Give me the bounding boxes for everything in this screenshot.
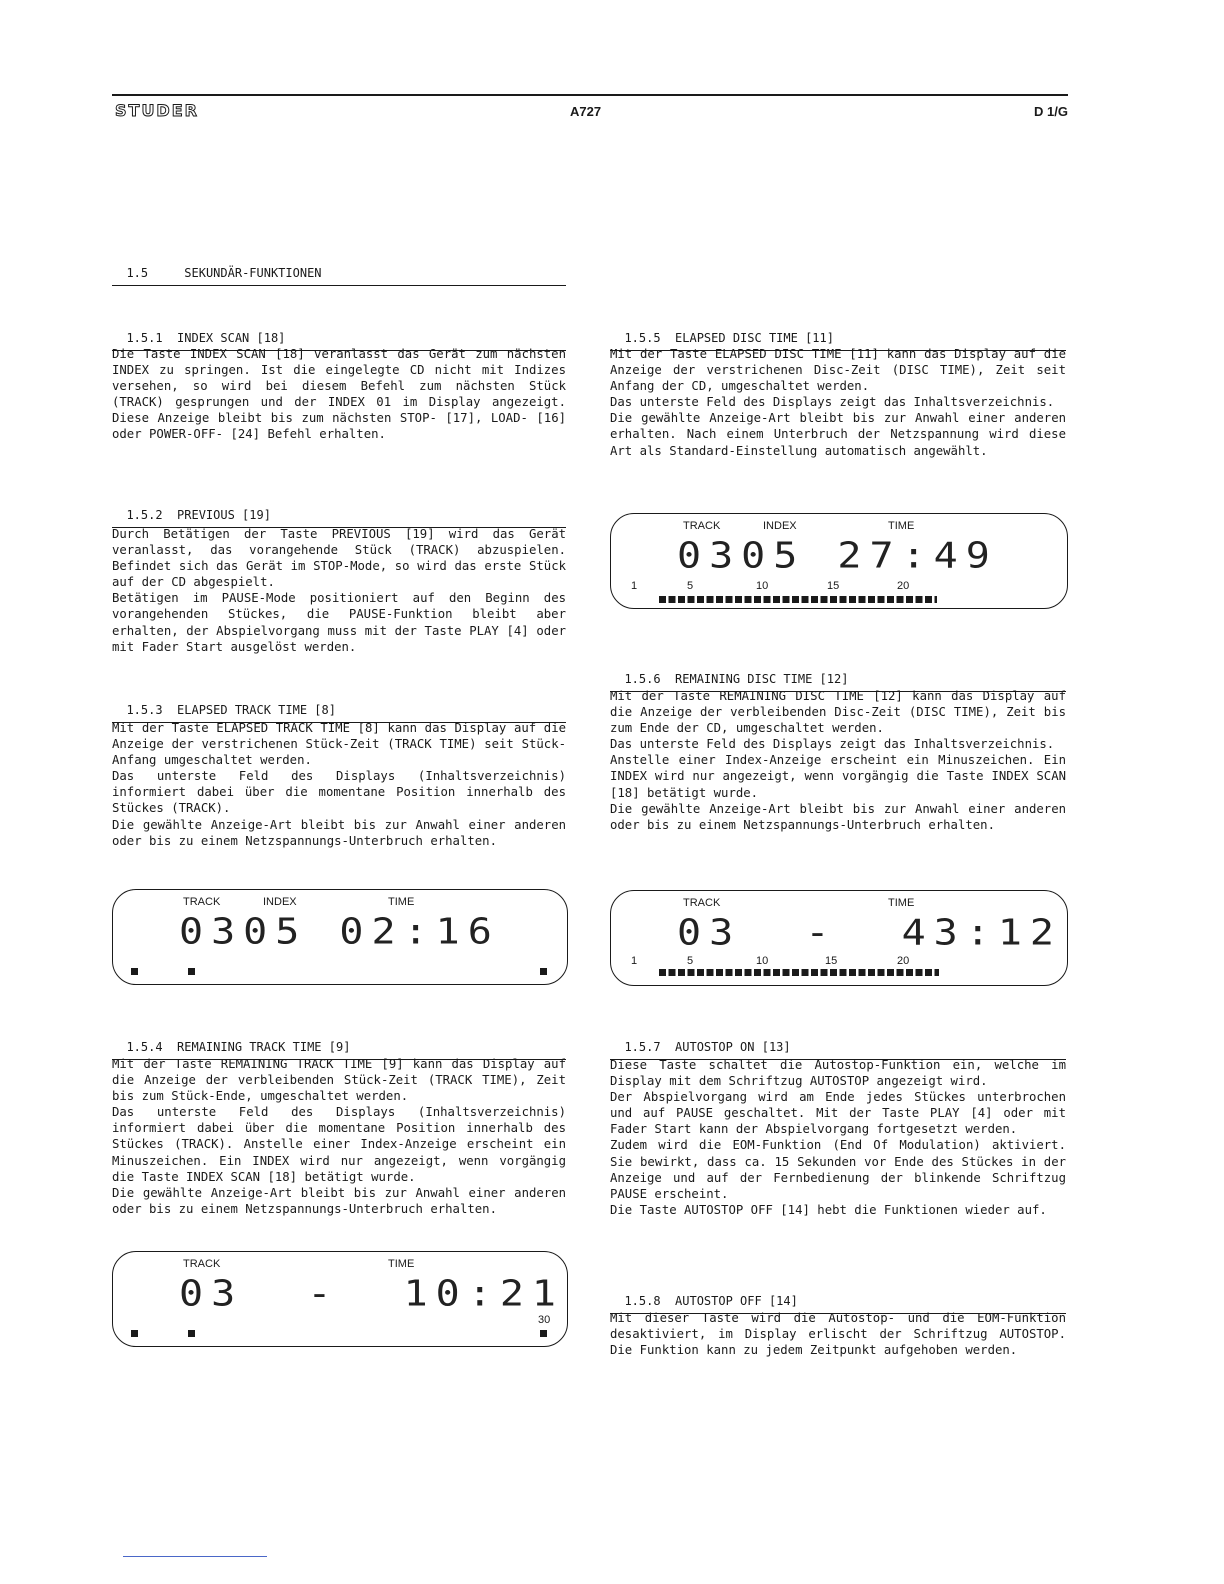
paragraph: Das unterste Feld des Displays zeigt das Inhaltsverzeichnis. [610, 395, 1055, 410]
paragraph: Das unterste Feld des Displays (Inhaltsverzeichnis) informiert dabei über die momentane Position innerhalb des Stückes (TRACK). Anstelle einer Index-Anzeige erscheint ein Minuszeichen. Ein INDEX wird nur angezeigt, wenn vorgängig die Taste INDEX SCAN [18] betätigt wurde. [112, 1105, 566, 1184]
paragraph: Mit der Taste REMAINING DISC TIME [12] kann das Display auf die Anzeige der verbleibenden Disc-Zeit (DISC TIME), Zeit bis zum Ende der CD, umgeschaltet werden. [610, 689, 1066, 736]
track-label: TRACK [183, 896, 221, 908]
chapter-name: SEKUNDÄR-FUNKTIONEN [184, 266, 322, 280]
table-of-contents-bar [659, 596, 937, 603]
section-title-1-5-2 [112, 491, 566, 528]
section-number: 1.5.5 [624, 331, 661, 345]
section-number: 1.5.2 [126, 508, 163, 522]
paragraph: Anstelle einer Index-Anzeige erscheint ein Minuszeichen. Ein INDEX wird nur angezeigt, wenn vorgängig die Taste INDEX SCAN [18] betätigt wurde. [610, 753, 1066, 800]
paragraph: Mit der Taste ELAPSED DISC TIME [11] kann das Display auf die Anzeige der verstrichenen Disc-Zeit (DISC TIME), Zeit seit Anfang der CD, umgeschaltet werden. [610, 347, 1066, 394]
section-number: 1.5.1 [126, 331, 163, 345]
section-title-1-5-7 [610, 1023, 1066, 1060]
scale-label: 20 [897, 955, 910, 967]
table-of-contents-bar [659, 969, 939, 976]
section-body-1-5-4 [112, 1056, 566, 1217]
model-label: A727 [570, 104, 602, 119]
section-body-1-5-8 [610, 1310, 1066, 1358]
section-title-1-5-4 [112, 1023, 566, 1060]
scale-label: 10 [756, 580, 769, 592]
paragraph: Diese Taste schaltet die Autostop-Funktion ein, welche im Display mit dem Schriftzug AUTOSTOP angezeigt wird. [610, 1058, 1066, 1089]
header-rule [112, 94, 1068, 96]
time-label: TIME [888, 520, 915, 532]
paragraph: Die Taste AUTOSTOP OFF [14] hebt die Funktionen wieder auf. [610, 1202, 1047, 1217]
section-title-1-5-6 [610, 655, 1066, 692]
section-title-1-5-8 [610, 1277, 1066, 1314]
index-label: INDEX [763, 520, 797, 532]
section-number: 1.5.3 [126, 703, 163, 717]
scale-label-30: 30 [538, 1314, 551, 1326]
scale-label: 15 [827, 580, 840, 592]
section-name: AUTOSTOP OFF [14] [675, 1294, 798, 1308]
paragraph: Mit der Taste REMAINING TRACK TIME [9] kann das Display auf die Anzeige der verbleibenden Stück-Zeit (TRACK TIME), Zeit bis zum Stück-Ende, umgeschaltet werden. [112, 1057, 566, 1104]
section-number: 1.5.7 [624, 1040, 661, 1054]
paragraph: Mit dieser Taste wird die Autostop- und die EOM-Funktion desaktiviert, im Display erlischt der Schriftzug AUTOSTOP. Die Funktion kann zu jedem Zeitpunkt aufgehoben werden. [610, 1311, 1066, 1358]
section-name: AUTOSTOP ON [13] [675, 1040, 791, 1054]
segment-indicator [188, 1330, 195, 1337]
studer-logo: STUDER [115, 101, 199, 120]
paragraph: Der Abspielvorgang wird am Ende jedes Stückes unterbrochen und auf PAUSE geschaltet. Mit der Taste PLAY [4] oder mit Fader Start kann der Abspielvorgang fortgesetzt werden. [610, 1090, 1066, 1137]
segment-indicator [540, 1330, 547, 1337]
section-body-1-5-2 [112, 526, 566, 655]
section-number: 1.5.4 [126, 1040, 163, 1054]
track-label: TRACK [683, 520, 721, 532]
segment-indicator [131, 968, 138, 975]
section-name: INDEX SCAN [18] [177, 331, 286, 345]
lcd-digits: 03 - 10:21 [179, 1273, 564, 1315]
paragraph: Die Taste INDEX SCAN [18] veranlasst das Gerät zum nächsten INDEX zu springen. Ist die eingelegte CD nicht mit Indizes versehen, so wird bei diesem Befehl zum nächsten Stück (TRACK) gesprungen und der INDEX 01 im Display angezeigt. Diese Anzeige bleibt bis zum nächsten STOP- [17], LOAD- [16] oder POWER-OFF- [24] Befehl erhalten. [112, 347, 566, 442]
section-body-1-5-5 [610, 346, 1066, 459]
scale-label: 10 [756, 955, 769, 967]
lcd-display-remaining-track [112, 1251, 568, 1347]
section-name: REMAINING TRACK TIME [9] [177, 1040, 351, 1054]
track-label: TRACK [683, 897, 721, 909]
paragraph: Die gewählte Anzeige-Art bleibt bis zur Anwahl einer anderen oder bis zu einem Netzspannungs-Unterbruch erhalten. [112, 817, 566, 848]
index-label: INDEX [263, 896, 297, 908]
paragraph: Die gewählte Anzeige-Art bleibt bis zur Anwahl einer anderen oder bis zu einem Netzspannungs-Unterbruch erhalten. [610, 801, 1066, 832]
section-title-1-5-3 [112, 686, 566, 723]
segment-indicator [188, 968, 195, 975]
section-name: REMAINING DISC TIME [12] [675, 672, 849, 686]
track-label: TRACK [183, 1258, 221, 1270]
section-number: 1.5.6 [624, 672, 661, 686]
section-body-1-5-3 [112, 720, 566, 849]
section-name: ELAPSED DISC TIME [11] [675, 331, 834, 345]
scale-label: 15 [825, 955, 838, 967]
scale-label: 1 [631, 955, 638, 967]
lcd-display-elapsed-track [112, 889, 568, 985]
lcd-digits: 0305 27:49 [677, 535, 998, 577]
page-number: D 1/G [1034, 104, 1068, 119]
lcd-digits: 03 - 43:12 [677, 912, 1062, 954]
section-name: PREVIOUS [19] [177, 508, 271, 522]
paragraph: Durch Betätigen der Taste PREVIOUS [19] wird das Gerät veranlasst, das vorangehende Stück (TRACK) abzuspielen. Befindet sich das Gerät im STOP-Mode, so wird das erste Stück auf der CD abgespielt. [112, 527, 566, 590]
time-label: TIME [388, 1258, 415, 1270]
paragraph: Betätigen im PAUSE-Mode positioniert auf den Beginn des vorangehenden Stückes, die PAUSE-Funktion bleibt aber erhalten, der Abspielvorgang muss mit der Taste PLAY [4] oder mit Fader Start ausgelöst werden. [112, 591, 566, 654]
scale-label: 5 [687, 580, 694, 592]
paragraph: Zudem wird die EOM-Funktion (End Of Modulation) aktiviert. Sie bewirkt, dass ca. 15 Sekunden vor Ende des Stückes in der Anzeige und auf der Fernbedienung der blinkende Schriftzug PAUSE erscheint. [610, 1138, 1066, 1201]
paragraph: Die gewählte Anzeige-Art bleibt bis zur Anwahl einer anderen erhalten. Nach einem Unterbruch der Netzspannung wird diese Art als Standard-Einstellung automatisch angewählt. [610, 411, 1066, 458]
paragraph: Mit der Taste ELAPSED TRACK TIME [8] kann das Display auf die Anzeige der verstrichenen Stück-Zeit (TRACK TIME) seit Stück-Anfang umgeschaltet werden. [112, 721, 566, 768]
time-label: TIME [888, 897, 915, 909]
chapter-title [112, 249, 566, 286]
paragraph: Das unterste Feld des Displays (Inhaltsverzeichnis) informiert dabei über die momentane Position innerhalb des Stückes (TRACK). [112, 769, 566, 816]
section-name: ELAPSED TRACK TIME [8] [177, 703, 336, 717]
paragraph: Die gewählte Anzeige-Art bleibt bis zur Anwahl einer anderen oder bis zu einem Netzspannungs-Unterbruch erhalten. [112, 1185, 566, 1216]
segment-indicator [131, 1330, 138, 1337]
scale-label: 1 [631, 580, 638, 592]
scale-label: 20 [897, 580, 910, 592]
lcd-display-remaining-disc [610, 890, 1068, 986]
lcd-display-elapsed-disc [610, 513, 1068, 609]
segment-indicator [540, 968, 547, 975]
chapter-number: 1.5 [126, 266, 149, 280]
lcd-digits: 0305 02:16 [179, 911, 500, 953]
time-label: TIME [388, 896, 415, 908]
section-body-1-5-1 [112, 346, 566, 443]
paragraph: Das unterste Feld des Displays zeigt das Inhaltsverzeichnis. [610, 737, 1055, 752]
section-body-1-5-7 [610, 1057, 1066, 1218]
scale-label: 5 [687, 955, 694, 967]
footer-rule [123, 1556, 267, 1557]
section-body-1-5-6 [610, 688, 1066, 833]
section-number: 1.5.8 [624, 1294, 661, 1308]
